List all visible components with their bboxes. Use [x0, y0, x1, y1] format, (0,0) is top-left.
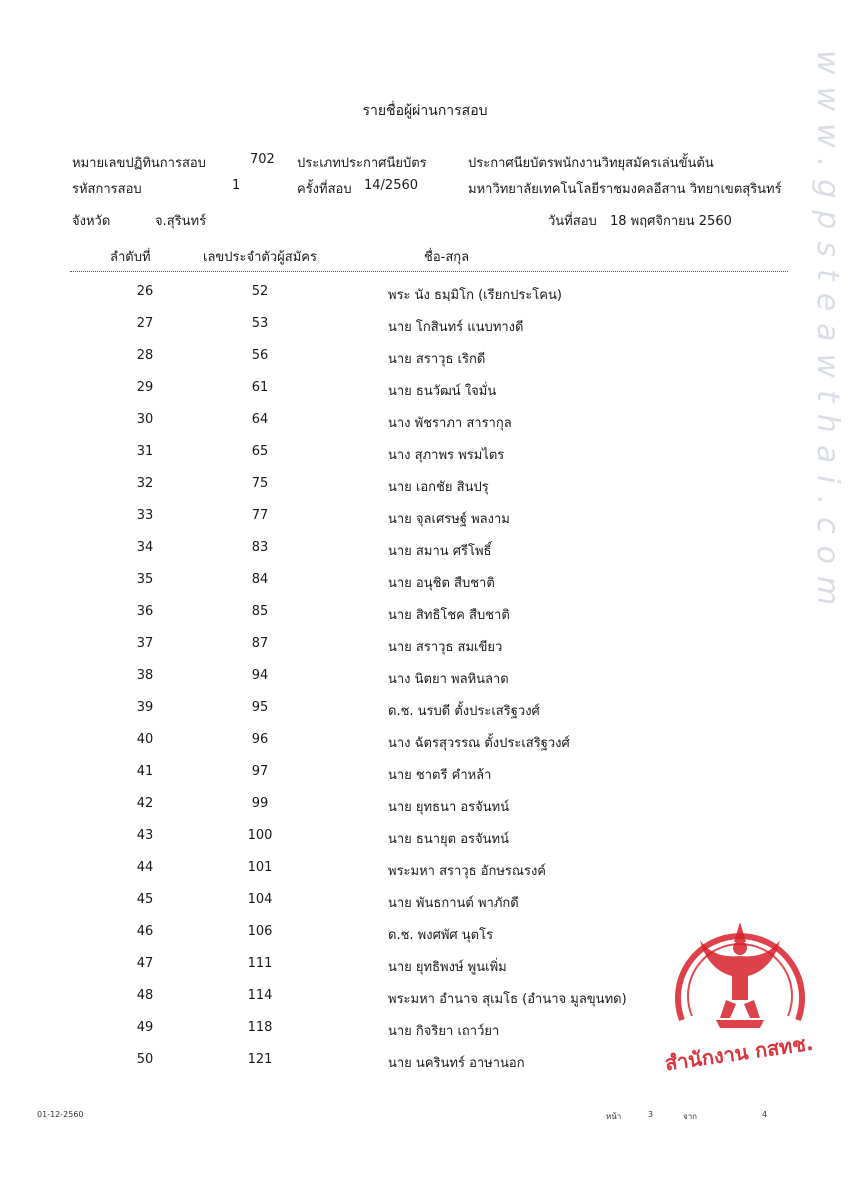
row-name: นาง ฉัตรสุวรรณ ตั้งประเสริฐวงศ์	[388, 736, 570, 751]
row-seq: 46	[136, 924, 154, 939]
row-seq: 45	[136, 892, 154, 907]
row-candidate-id: 53	[251, 316, 269, 331]
row-name: นาง พัชราภา สารากุล	[388, 416, 512, 431]
row-candidate-id: 121	[247, 1052, 273, 1067]
row-name: นาย เอกชัย สินปรุ	[388, 480, 489, 495]
row-candidate-id: 85	[251, 604, 269, 619]
row-seq: 42	[136, 796, 154, 811]
row-name: ด.ช. พงศพัศ นุตโร	[388, 928, 494, 943]
row-name: พระ นัง ธมฺมิโก (เรียกประโคน)	[388, 288, 562, 303]
row-seq: 28	[136, 348, 154, 363]
row-candidate-id: 61	[251, 380, 269, 395]
seal-text: สำนักงาน กสทช.	[663, 1030, 815, 1076]
row-seq: 47	[136, 956, 154, 971]
page-title: รายชื่อผู้ผ่านการสอบ	[362, 103, 488, 119]
table-row	[0, 860, 850, 892]
row-candidate-id: 83	[251, 540, 269, 555]
row-seq: 27	[136, 316, 154, 331]
row-candidate-id: 65	[251, 444, 269, 459]
row-seq: 29	[136, 380, 154, 395]
row-seq: 39	[136, 700, 154, 715]
of-label: จาก	[683, 1112, 698, 1121]
row-name: ด.ช. นรบดี ตั้งประเสริฐวงศ์	[388, 704, 540, 719]
row-candidate-id: 94	[251, 668, 269, 683]
row-candidate-id: 100	[247, 828, 273, 843]
row-candidate-id: 97	[251, 764, 269, 779]
row-name: นาย ธนวัฒน์ ใจมั่น	[388, 384, 497, 399]
table-row	[0, 572, 850, 604]
row-name: พระมหา สราวุธ อักษรณรงค์	[388, 864, 547, 879]
table-row	[0, 316, 850, 348]
exam-code-value: 1	[232, 178, 241, 193]
row-seq: 35	[136, 572, 154, 587]
row-name: นาย ยุทธนา อรจันทน์	[388, 800, 510, 815]
table-row	[0, 540, 850, 572]
row-name: นาย อนุชิต สืบชาติ	[388, 576, 495, 591]
row-candidate-id: 111	[247, 956, 273, 971]
province-label: จังหวัด	[72, 214, 111, 229]
row-seq: 36	[136, 604, 154, 619]
row-name: นาย พันธกานต์ พาภักดี	[388, 896, 519, 911]
row-name: นาย สมาน ศรีโพธิ์	[388, 544, 492, 559]
table-row	[0, 700, 850, 732]
row-candidate-id: 75	[251, 476, 269, 491]
exam-code-label: รหัสการสอบ	[72, 182, 142, 197]
cert-type-label: ประเภทประกาศนียบัตร	[297, 156, 427, 171]
row-seq: 32	[136, 476, 154, 491]
permit-label: หมายเลขปฏิทินการสอบ	[72, 156, 206, 171]
row-seq: 40	[136, 732, 154, 747]
round-value: 14/2560	[364, 178, 419, 193]
table-row	[0, 444, 850, 476]
row-seq: 37	[136, 636, 154, 651]
row-name: นาง สุภาพร พรมไตร	[388, 448, 505, 463]
venue: มหาวิทยาลัยเทคโนโลยีราชมงคลอีสาน วิทยาเขตสุรินทร์	[468, 182, 782, 197]
row-name: นาย สราวุธ เริกดี	[388, 352, 486, 367]
province-value: จ.สุรินทร์	[155, 214, 207, 229]
row-candidate-id: 52	[251, 284, 269, 299]
row-name: นาย กิจริยา เถาว์ยา	[388, 1024, 500, 1039]
page-total: 4	[762, 1110, 768, 1119]
row-name: พระมหา อำนาจ สุเมโธ (อำนาจ มูลขุนทด)	[388, 992, 627, 1007]
row-name: นาย ยุทธิพงษ์ พูนเพิ่ม	[388, 960, 507, 975]
table-row	[0, 508, 850, 540]
print-date: 01-12-2560	[37, 1110, 84, 1119]
row-candidate-id: 77	[251, 508, 269, 523]
permit-value: 702	[250, 152, 275, 167]
row-seq: 49	[136, 1020, 154, 1035]
table-row	[0, 732, 850, 764]
row-seq: 41	[136, 764, 154, 779]
row-candidate-id: 106	[247, 924, 273, 939]
date-label: วันที่สอบ	[548, 214, 597, 229]
row-name: นาย สิทธิโชค สืบชาติ	[388, 608, 510, 623]
official-seal-stamp	[660, 900, 820, 1080]
garuda-emblem-icon	[700, 922, 780, 1028]
row-seq: 43	[136, 828, 154, 843]
table-row	[0, 348, 850, 380]
column-name: ชื่อ-สกุล	[424, 250, 470, 265]
row-candidate-id: 87	[251, 636, 269, 651]
column-candidate-id: เลขประจำตัวผู้สมัคร	[203, 250, 317, 265]
row-name: นาย นครินทร์ อาษานอก	[388, 1056, 525, 1071]
row-name: นาย จุลเศรษฐ์ พลงาม	[388, 512, 510, 527]
table-row	[0, 828, 850, 860]
row-candidate-id: 101	[247, 860, 273, 875]
table-row	[0, 380, 850, 412]
row-name: นาย สราวุธ สมเขียว	[388, 640, 503, 655]
row-candidate-id: 104	[247, 892, 273, 907]
table-row	[0, 412, 850, 444]
table-row	[0, 764, 850, 796]
row-seq: 50	[136, 1052, 154, 1067]
row-seq: 31	[136, 444, 154, 459]
row-seq: 33	[136, 508, 154, 523]
table-row	[0, 668, 850, 700]
row-name: นาง นิตยา พลหินลาด	[388, 672, 509, 687]
row-name: นาย ชาตรี คำหล้า	[388, 768, 492, 783]
cert-type-value: ประกาศนียบัตรพนักงานวิทยุสมัครเล่นขั้นต้น	[468, 156, 714, 171]
row-seq: 26	[136, 284, 154, 299]
row-seq: 48	[136, 988, 154, 1003]
row-candidate-id: 99	[251, 796, 269, 811]
watermark: www.gpsteawthai.com	[810, 50, 845, 618]
table-row	[0, 796, 850, 828]
row-seq: 34	[136, 540, 154, 555]
row-seq: 30	[136, 412, 154, 427]
row-candidate-id: 84	[251, 572, 269, 587]
table-row	[0, 636, 850, 668]
row-name: นาย ธนายุต อรจันทน์	[388, 832, 509, 847]
row-candidate-id: 96	[251, 732, 269, 747]
table-row	[0, 284, 850, 316]
row-candidate-id: 56	[251, 348, 269, 363]
row-candidate-id: 95	[251, 700, 269, 715]
table-row	[0, 604, 850, 636]
row-candidate-id: 64	[251, 412, 269, 427]
row-candidate-id: 118	[247, 1020, 273, 1035]
header-divider	[70, 271, 788, 272]
row-seq: 44	[136, 860, 154, 875]
round-label: ครั้งที่สอบ	[297, 182, 352, 197]
row-candidate-id: 114	[247, 988, 273, 1003]
page-label: หน้า	[606, 1112, 622, 1121]
row-seq: 38	[136, 668, 154, 683]
column-seq: ลำดับที่	[110, 250, 151, 265]
table-row	[0, 476, 850, 508]
date-value: 18 พฤศจิกายน 2560	[610, 214, 732, 229]
page-current: 3	[648, 1110, 654, 1119]
row-name: นาย โกสินทร์ แนบทางดี	[388, 320, 524, 335]
